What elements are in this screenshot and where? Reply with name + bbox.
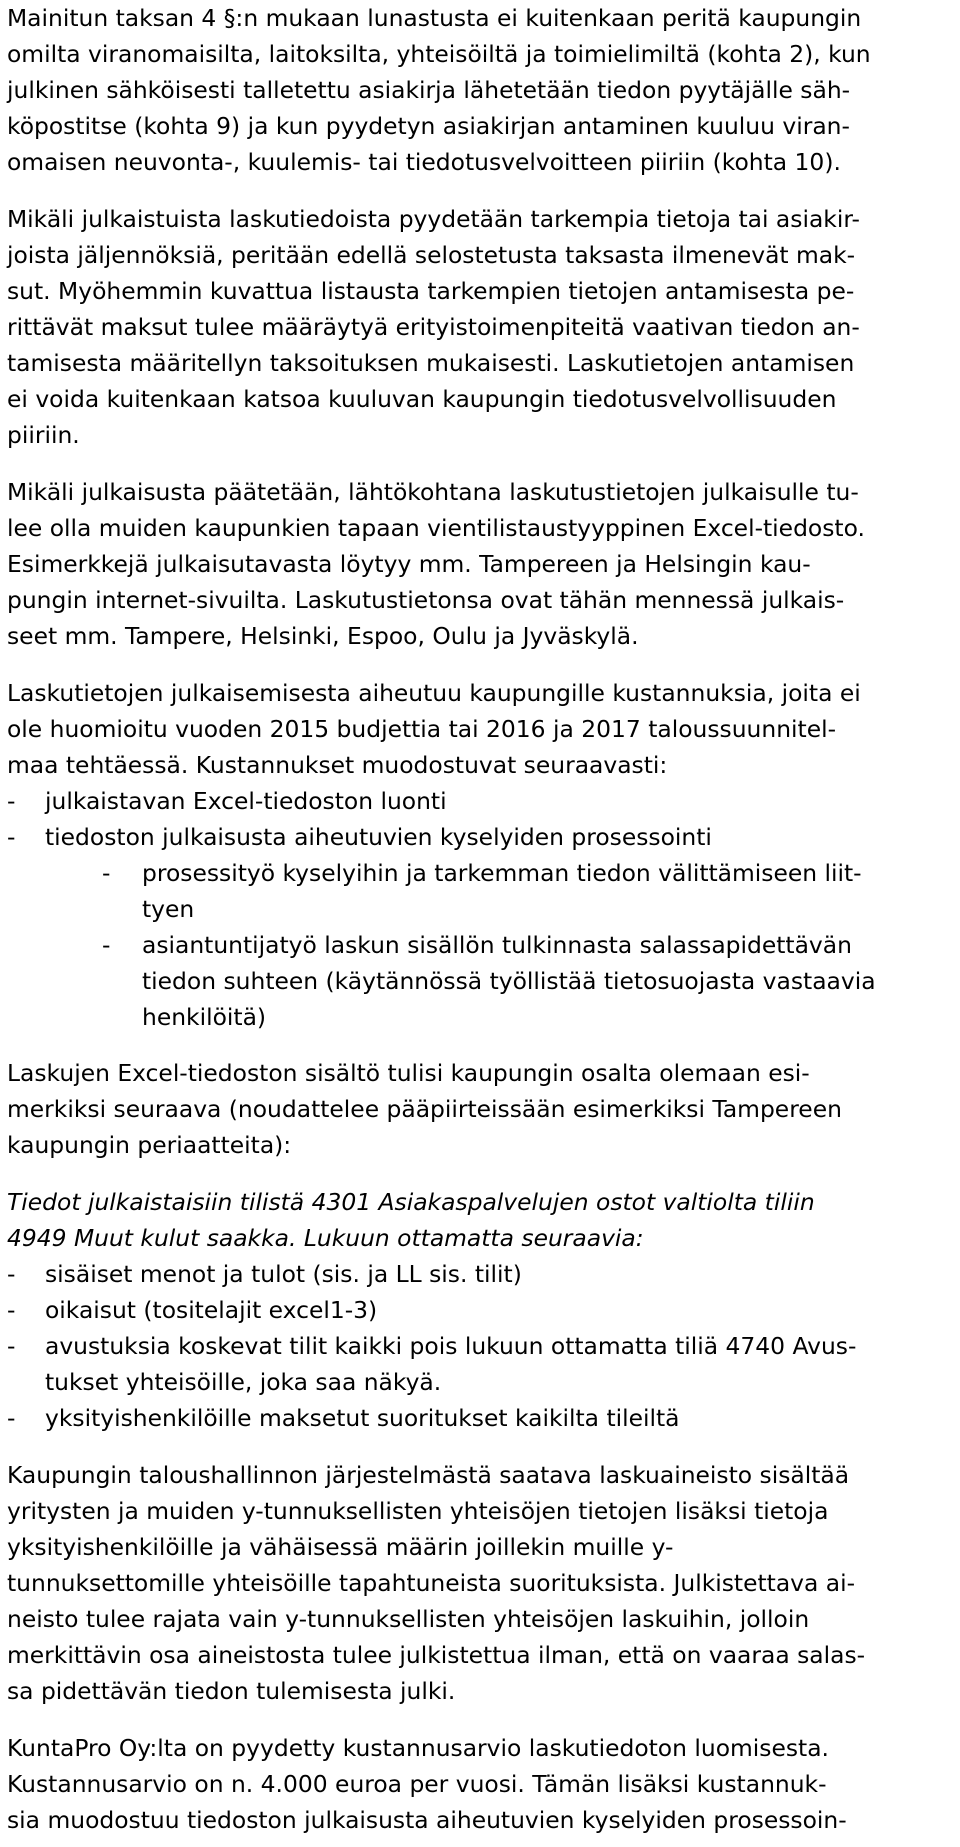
text-line: Mikäli julkaistuista laskutiedoista pyydetään tarkempia tietoja tai asiakir- — [7, 205, 860, 233]
text-line: köpostitse (kohta 9) ja kun pyydetyn asiakirjan antaminen kuuluu viran- — [7, 112, 850, 140]
text-line: Mikäli julkaisusta päätetään, lähtökohtana laskutustietojen julkaisulle tu- — [7, 478, 859, 506]
text-line: pungin internet-sivuilta. Laskutustietonsa ovat tähän mennessä julkais- — [7, 586, 845, 614]
text-line: merkittävin osa aineistosta tulee julkistettua ilman, että on vaaraa salas- — [7, 1641, 866, 1669]
text-line: lee olla muiden kaupunkien tapaan vientilistaustyyppinen Excel-tiedosto. — [7, 514, 865, 542]
text-line: yritysten ja muiden y-tunnuksellisten yhteisöjen tietojen lisäksi tietoja — [7, 1497, 829, 1525]
sublist-item: henkilöitä) — [142, 1003, 267, 1031]
text-line: merkiksi seuraava (noudattelee pääpiirteissään esimerkiksi Tampereen — [7, 1095, 842, 1123]
text-line: joista jäljennöksiä, peritään edellä selostetusta taksasta ilmenevät mak- — [7, 241, 856, 269]
text-line: piiriin. — [7, 421, 80, 449]
list-bullet: - — [7, 787, 16, 815]
text-line: KuntaPro Oy:lta on pyydetty kustannusarvio laskutiedoton luomisesta. — [7, 1734, 829, 1762]
list-item: yksityishenkilöille maksetut suoritukset kaikilta tileiltä — [45, 1404, 680, 1432]
list-item: tukset yhteisöille, joka saa näkyä. — [45, 1368, 442, 1396]
sublist-item: prosessityö kyselyihin ja tarkemman tiedon välittämiseen liit- — [142, 859, 862, 887]
italic-text-line: Tiedot julkaistaisiin tilistä 4301 Asiakaspalvelujen ostot valtiolta tiliin — [7, 1188, 815, 1216]
sublist-item: tyen — [142, 895, 195, 923]
list-item: tiedoston julkaisusta aiheutuvien kyselyiden prosessointi — [45, 823, 712, 851]
list-item: julkaistavan Excel-tiedoston luonti — [45, 787, 447, 815]
text-line: julkinen sähköisesti talletettu asiakirja lähetetään tiedon pyytäjälle säh- — [7, 76, 851, 104]
sublist-bullet: - — [102, 931, 111, 959]
sublist-bullet: - — [102, 859, 111, 887]
text-line: tamisesta määritellyn taksoituksen mukaisesti. Laskutietojen antamisen — [7, 349, 855, 377]
text-line: yksityishenkilöille ja vähäisessä määrin joillekin muille y- — [7, 1533, 674, 1561]
list-item: sisäiset menot ja tulot (sis. ja LL sis. tilit) — [45, 1260, 522, 1288]
text-line: omaisen neuvonta-, kuulemis- tai tiedotusvelvoitteen piiriin (kohta 10). — [7, 148, 841, 176]
text-line: ei voida kuitenkaan katsoa kuuluvan kaupungin tiedotusvelvollisuuden — [7, 385, 837, 413]
list-bullet: - — [7, 1404, 16, 1432]
list-item: avustuksia koskevat tilit kaikki pois lukuun ottamatta tiliä 4740 Avus- — [45, 1332, 857, 1360]
list-bullet: - — [7, 1332, 16, 1360]
text-line: Kustannusarvio on n. 4.000 euroa per vuosi. Tämän lisäksi kustannuk- — [7, 1770, 827, 1798]
text-line: seet mm. Tampere, Helsinki, Espoo, Oulu ja Jyväskylä. — [7, 622, 639, 650]
sublist-item: tiedon suhteen (käytännössä työllistää tietosuojasta vastaavia — [142, 967, 876, 995]
text-line: neisto tulee rajata vain y-tunnuksellisten yhteisöjen laskuihin, jolloin — [7, 1605, 810, 1633]
text-line: rittävät maksut tulee määräytyä erityistoimenpiteitä vaativan tiedon an- — [7, 313, 860, 341]
text-line: Laskutietojen julkaisemisesta aiheutuu kaupungille kustannuksia, joita ei — [7, 679, 861, 707]
text-line: Laskujen Excel-tiedoston sisältö tulisi kaupungin osalta olemaan esi- — [7, 1059, 810, 1087]
text-line: sut. Myöhemmin kuvattua listausta tarkempien tietojen antamisesta pe- — [7, 277, 855, 305]
text-line: Kaupungin taloushallinnon järjestelmästä saatava laskuaineisto sisältää — [7, 1461, 850, 1489]
text-line: Esimerkkejä julkaisutavasta löytyy mm. Tampereen ja Helsingin kau- — [7, 550, 811, 578]
text-line: kaupungin periaatteita): — [7, 1131, 292, 1159]
text-line: tunnuksettomille yhteisöille tapahtuneista suorituksista. Julkistettava ai- — [7, 1569, 856, 1597]
text-line: Mainitun taksan 4 §:n mukaan lunastusta ei kuitenkaan peritä kaupungin — [7, 4, 862, 32]
list-bullet: - — [7, 1296, 16, 1324]
text-line: omilta viranomaisilta, laitoksilta, yhteisöiltä ja toimielimiltä (kohta 2), kun — [7, 40, 871, 68]
text-line: maa tehtäessä. Kustannukset muodostuvat seuraavasti: — [7, 751, 668, 779]
italic-text-line: 4949 Muut kulut saakka. Lukuun ottamatta seuraavia: — [7, 1224, 644, 1252]
list-item: oikaisut (tositelajit excel1-3) — [45, 1296, 378, 1324]
text-line: ole huomioitu vuoden 2015 budjettia tai 2016 ja 2017 taloussuunnitel- — [7, 715, 837, 743]
list-bullet: - — [7, 823, 16, 851]
list-bullet: - — [7, 1260, 16, 1288]
text-line: sa pidettävän tiedon tulemisesta julki. — [7, 1677, 456, 1705]
sublist-item: asiantuntijatyö laskun sisällön tulkinnasta salassapidettävän — [142, 931, 852, 959]
text-line: sia muodostuu tiedoston julkaisusta aiheutuvien kyselyiden prosessoin- — [7, 1806, 847, 1834]
